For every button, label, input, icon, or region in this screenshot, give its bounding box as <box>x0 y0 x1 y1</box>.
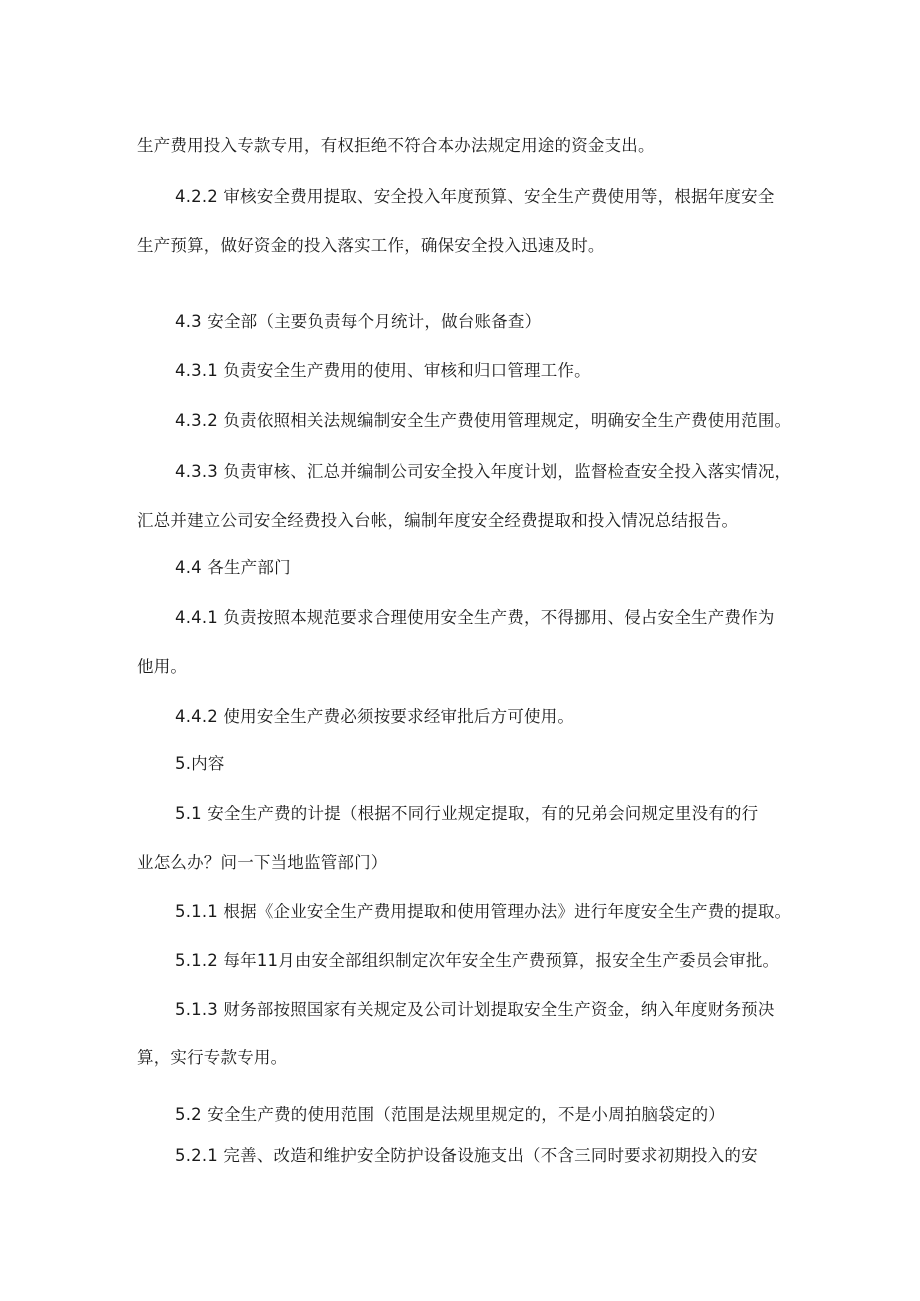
paragraph-line: 5.1.3 财务部按照国家有关规定及公司计划提取安全生产资金，纳入年度财务预决 <box>175 1000 775 1019</box>
paragraph-line: 4.3.1 负责安全生产费用的使用、审核和归口管理工作。 <box>175 361 591 380</box>
section-heading: 4.4 各生产部门 <box>175 558 291 577</box>
section-heading: 5.2 安全生产费的使用范围（范围是法规里规定的，不是小周拍脑袋定的） <box>175 1105 725 1124</box>
paragraph-line: 他用。 <box>137 657 188 676</box>
paragraph-line: 4.4.2 使用安全生产费必须按要求经审批后方可使用。 <box>175 707 575 726</box>
section-heading: 5.内容 <box>175 754 225 773</box>
paragraph-line: 汇总并建立公司安全经费投入台帐，编制年度安全经费提取和投入情况总结报告。 <box>137 511 739 530</box>
paragraph-line: 5.1.2 每年11月由安全部组织制定次年安全生产费预算，报安全生产委员会审批。 <box>175 951 780 970</box>
section-heading: 4.3 安全部（主要负责每个月统计，做台账备查） <box>175 312 542 331</box>
paragraph-line: 5.1.1 根据《企业安全生产费用提取和使用管理办法》进行年度安全生产费的提取。 <box>175 902 792 921</box>
paragraph-line: 4.4.1 负责按照本规范要求合理使用安全生产费，不得挪用、侵占安全生产费作为 <box>175 608 775 627</box>
paragraph-line: 4.3.3 负责审核、汇总并编制公司安全投入年度计划，监督检查安全投入落实情况， <box>175 462 792 481</box>
paragraph-line: 4.3.2 负责依照相关法规编制安全生产费使用管理规定，明确安全生产费使用范围。 <box>175 411 792 430</box>
paragraph-line: 5.1 安全生产费的计提（根据不同行业规定提取，有的兄弟会问规定里没有的行 <box>175 804 759 823</box>
paragraph-line: 业怎么办？问一下当地监管部门） <box>137 853 388 872</box>
paragraph-line: 4.2.2 审核安全费用提取、安全投入年度预算、安全生产费使用等，根据年度安全 <box>175 187 775 206</box>
paragraph-line: 生产预算，做好资金的投入落实工作，确保安全投入迅速及时。 <box>137 236 605 255</box>
paragraph-line: 算，实行专款专用。 <box>137 1048 288 1067</box>
paragraph-line: 生产费用投入专款专用，有权拒绝不符合本办法规定用途的资金支出。 <box>137 136 655 155</box>
paragraph-line: 5.2.1 完善、改造和维护安全防护设备设施支出（不含三同时要求初期投入的安 <box>175 1146 758 1165</box>
